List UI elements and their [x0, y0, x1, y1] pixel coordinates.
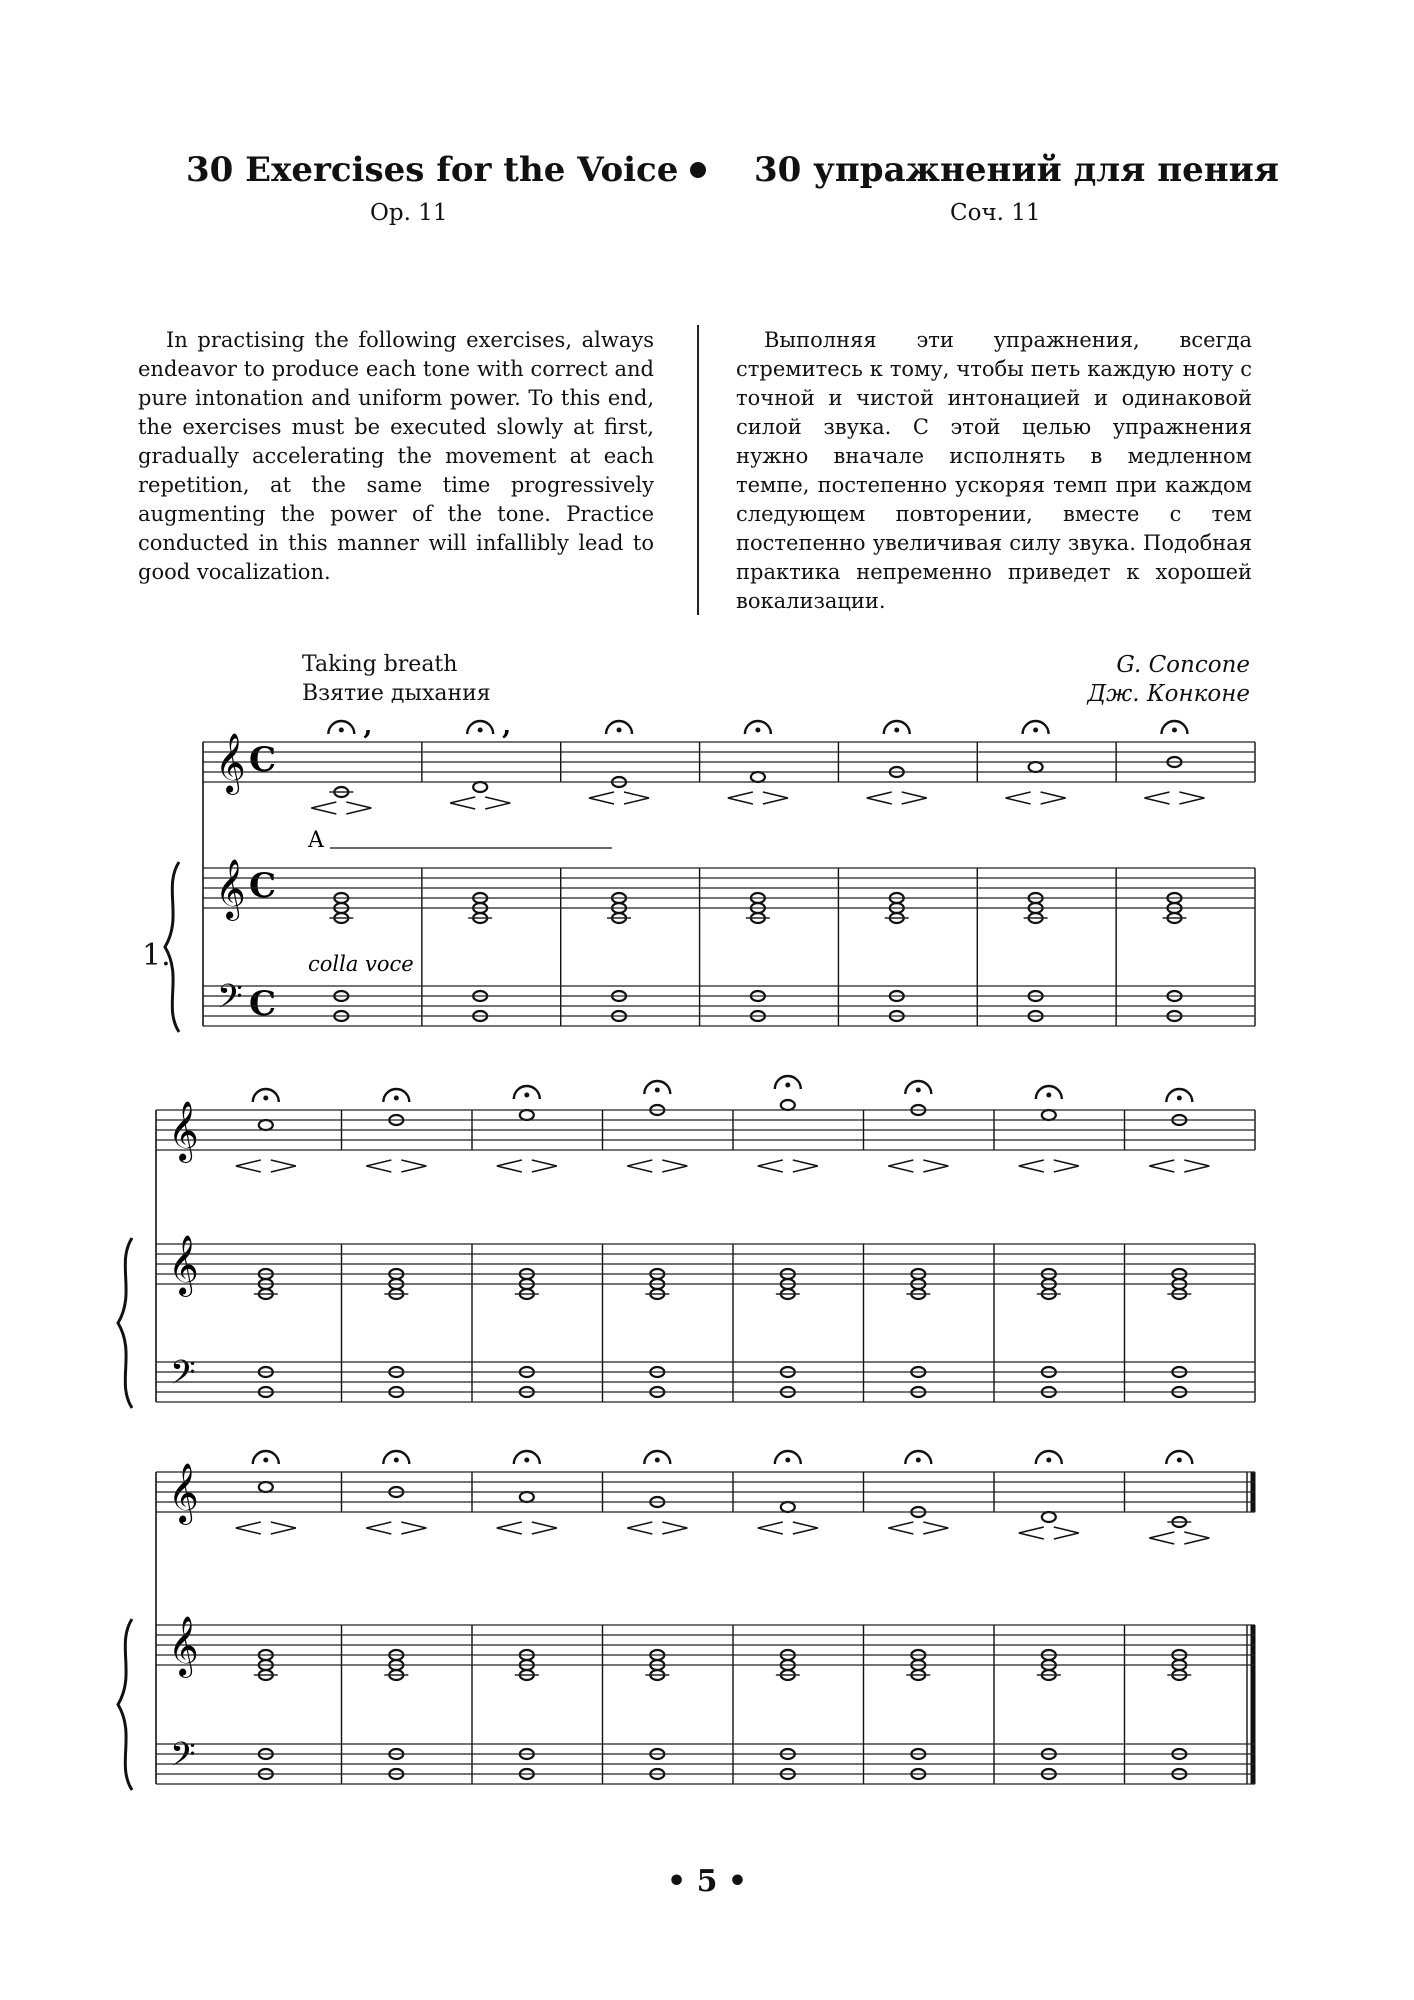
decrescendo-hairpin	[401, 1522, 426, 1534]
fermata-dot	[1177, 1096, 1182, 1101]
decrescendo-hairpin	[793, 1160, 818, 1172]
bass-clef-icon: 𝄢	[170, 1736, 196, 1782]
page-number: • 5 •	[666, 1864, 748, 1899]
crescendo-hairpin	[366, 1160, 391, 1172]
staff-system	[165, 711, 1255, 1032]
crescendo-hairpin	[888, 1522, 913, 1534]
intro-paragraph-russian: Выполняя эти упражнения, всегда стремитесь к тому, чтобы петь каждую ноту с точной и чистой интонацией и одинаковой силой звука. С этой целью упражнения нужно вначале исполнять в медленном темпе, постепенно ускоряя темп при каждом следующем повторении, вместе с тем постепенно увеличивая силу звука. Подобная практика непременно приведет к хорошей вокализации.	[736, 328, 1252, 613]
decrescendo-hairpin	[1041, 792, 1066, 804]
crescendo-hairpin	[450, 797, 475, 809]
crescendo-hairpin	[366, 1522, 391, 1534]
vowel-label: A	[308, 828, 324, 853]
page-number-value: 5	[696, 1864, 718, 1899]
piano-brace	[165, 862, 179, 1032]
breath-mark: ,	[363, 711, 373, 741]
treble-clef-icon: 𝄞	[168, 1235, 199, 1295]
note-head	[1042, 1512, 1056, 1522]
intro-paragraph-english: In practising the following exercises, always endeavor to produce each tone with correct and pure intonation and uniform power. To this end, the exercises must be executed slowly at first, gradually accelerating the movement at each repetition, at the same time progressively augmenting the power of the tone. Practice conducted in this manner will infallibly lead to good vocalization.	[138, 328, 654, 584]
fermata-dot	[524, 1458, 529, 1463]
crescendo-hairpin	[627, 1522, 652, 1534]
piano-bass-staff	[203, 986, 1255, 1026]
crescendo-hairpin	[758, 1160, 783, 1172]
time-signature: C	[249, 866, 277, 906]
crescendo-hairpin	[758, 1522, 783, 1534]
crescendo-hairpin	[497, 1522, 522, 1534]
fermata-dot	[394, 1096, 399, 1101]
piano-treble-staff	[203, 868, 1255, 908]
crescendo-hairpin	[627, 1160, 652, 1172]
fermata-dot	[655, 1458, 660, 1463]
note-head	[751, 772, 765, 782]
fermata-dot	[916, 1088, 921, 1093]
note-head	[1029, 762, 1043, 772]
opus-english: Op. 11	[370, 200, 448, 226]
decrescendo-hairpin	[271, 1522, 296, 1534]
decrescendo-hairpin	[662, 1160, 687, 1172]
crescendo-hairpin	[236, 1160, 261, 1172]
decrescendo-hairpin	[1184, 1532, 1209, 1544]
decrescendo-hairpin	[923, 1522, 948, 1534]
piano-brace	[118, 1238, 132, 1408]
treble-clef-icon: 𝄞	[215, 859, 246, 919]
crescendo-hairpin	[1019, 1527, 1044, 1539]
crescendo-hairpin	[236, 1522, 261, 1534]
crescendo-hairpin	[867, 792, 892, 804]
voice-staff	[156, 1110, 1255, 1150]
breath-label-english: Taking breath	[302, 652, 458, 677]
fermata-dot	[1033, 728, 1038, 733]
fermata-dot	[478, 728, 483, 733]
fermata-dot	[655, 1088, 660, 1093]
crescendo-hairpin	[589, 792, 614, 804]
note-head	[473, 782, 487, 792]
title-english: 30 Exercises for the Voice	[186, 150, 679, 190]
decrescendo-hairpin	[624, 792, 649, 804]
note-head	[520, 1110, 534, 1120]
fermata-dot	[1046, 1093, 1051, 1098]
bass-clef-icon: 𝄢	[217, 978, 243, 1024]
crescendo-hairpin	[1149, 1160, 1174, 1172]
decrescendo-hairpin	[1054, 1527, 1079, 1539]
composer-russian: Дж. Конконе	[1087, 681, 1250, 707]
fermata-dot	[755, 728, 760, 733]
piano-bass-staff	[156, 1362, 1255, 1402]
decrescendo-hairpin	[485, 797, 510, 809]
note-head	[781, 1502, 795, 1512]
voice-staff	[156, 1472, 1255, 1512]
decrescendo-hairpin	[532, 1160, 557, 1172]
bass-clef-icon: 𝄢	[170, 1354, 196, 1400]
time-signature: C	[249, 740, 277, 780]
crescendo-hairpin	[1006, 792, 1031, 804]
fermata-dot	[894, 728, 899, 733]
decrescendo-hairpin	[401, 1160, 426, 1172]
piano-treble-staff	[156, 1625, 1255, 1665]
note-head	[259, 1482, 273, 1492]
piano-bass-staff	[156, 1744, 1255, 1784]
note-head	[520, 1492, 534, 1502]
fermata-dot	[1046, 1458, 1051, 1463]
decrescendo-hairpin	[902, 792, 927, 804]
decrescendo-hairpin	[1179, 792, 1204, 804]
breath-label-russian: Взятие дыхания	[302, 681, 491, 706]
decrescendo-hairpin	[662, 1522, 687, 1534]
crescendo-hairpin	[497, 1160, 522, 1172]
treble-clef-icon: 𝄞	[168, 1101, 199, 1161]
decrescendo-hairpin	[793, 1522, 818, 1534]
treble-clef-icon: 𝄞	[215, 733, 246, 793]
fermata-dot	[394, 1458, 399, 1463]
fermata-dot	[916, 1458, 921, 1463]
fermata-dot	[339, 728, 344, 733]
crescendo-hairpin	[1019, 1160, 1044, 1172]
note-head	[781, 1100, 795, 1110]
note-head	[1042, 1110, 1056, 1120]
treble-clef-icon: 𝄞	[168, 1463, 199, 1523]
crescendo-hairpin	[1144, 792, 1169, 804]
decrescendo-hairpin	[1184, 1160, 1209, 1172]
composer-english: G. Concone	[1116, 652, 1250, 678]
piano-brace	[118, 1619, 132, 1790]
decrescendo-hairpin	[346, 802, 371, 814]
exercise-number: 1.	[142, 938, 171, 973]
staff-system	[118, 1076, 1255, 1408]
fermata-dot	[524, 1093, 529, 1098]
decrescendo-hairpin	[1054, 1160, 1079, 1172]
crescendo-hairpin	[728, 792, 753, 804]
note-head	[259, 1120, 273, 1130]
fermata-dot	[617, 728, 622, 733]
fermata-dot	[785, 1083, 790, 1088]
fermata-dot	[263, 1458, 268, 1463]
crescendo-hairpin	[311, 802, 336, 814]
voice-staff	[203, 742, 1255, 782]
breath-mark: ,	[502, 711, 512, 741]
piano-treble-staff	[156, 1244, 1255, 1284]
fermata-dot	[1172, 728, 1177, 733]
fermata-dot	[1177, 1458, 1182, 1463]
crescendo-hairpin	[1149, 1532, 1174, 1544]
crescendo-hairpin	[888, 1160, 913, 1172]
treble-clef-icon: 𝄞	[168, 1616, 199, 1676]
title-russian: 30 упражнений для пения	[754, 150, 1279, 190]
opus-russian: Соч. 11	[950, 200, 1041, 226]
decrescendo-hairpin	[532, 1522, 557, 1534]
piano-direction: colla voce	[308, 952, 414, 976]
fermata-dot	[785, 1458, 790, 1463]
decrescendo-hairpin	[271, 1160, 296, 1172]
time-signature: C	[249, 984, 277, 1024]
decrescendo-hairpin	[923, 1160, 948, 1172]
fermata-dot	[263, 1096, 268, 1101]
decrescendo-hairpin	[763, 792, 788, 804]
